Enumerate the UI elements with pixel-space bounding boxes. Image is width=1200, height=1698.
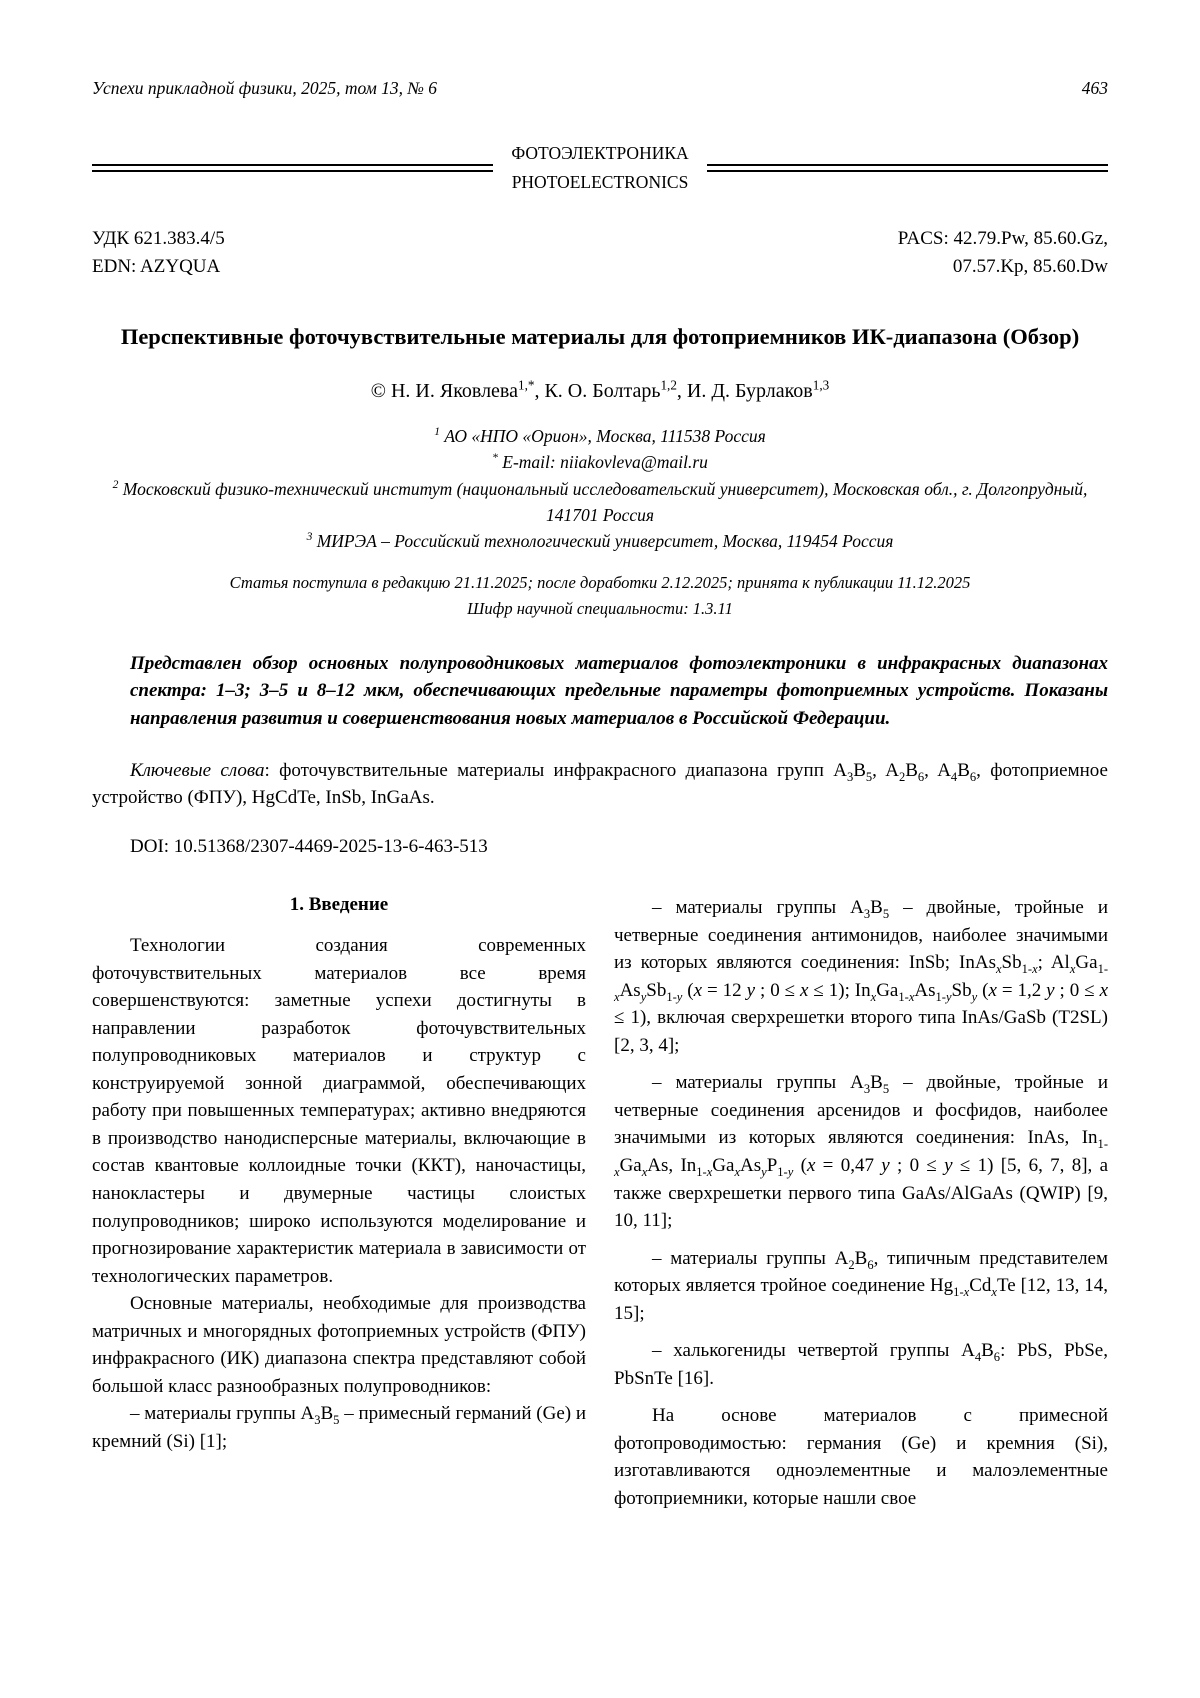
- section-banner-text: [511, 139, 688, 197]
- paragraph: Основные материалы, необходимые для производства матричных и многорядных фотоприемных устройств (ФПУ) инфракрасного (ИК) диапазона спектра представляют собой большой класс разнообразных полупроводников:: [92, 1293, 586, 1397]
- list-item-paragraph: – материалы группы $A_2B_6$, типичным представителем которых является тройное соединение $Hg_{1-x}Cd_xTe$ [12, 13, 14, 15];: [614, 1247, 1109, 1324]
- edn-code: EDN: AZYQUA: [92, 256, 221, 278]
- meta-right: [898, 225, 1108, 282]
- list-item-paragraph: – материалы группы $A_3B_5$ – двойные, тройные и четверные соединения антимонидов, наиболее значимыми из которых являются соединения: InSb; $InAs_xSb_{1-x}$; $Al_xGa_{1-x}As_ySb_{1-y}$ (x = 12 y ; 0 ≤ x ≤ 1); $In_xGa_{1-x}As_{1-y}Sb_y$ (x = 1,2 y ; 0 ≤ x ≤ 1), включая сверхрешетки второго типа InAs/GaSb (T2SL) [2, 3, 4];: [614, 897, 1109, 1056]
- keywords-paragraph: Ключевые слова: фоточувствительные материалы инфракрасного диапазона групп $A_3B_5$, $A_2B_6$, $A_4B_6$, фотоприемное устройство (ФПУ), HgCdTe, InSb, InGaAs.: [92, 760, 1108, 809]
- affiliation-1: $^1$ АО «НПО «Орион», Москва, 111538 Россия: [434, 426, 766, 447]
- journal-reference: Успехи прикладной физики, 2025, том 13, № 6: [92, 78, 438, 98]
- section-title-ru: ФОТОЭЛЕКТРОНИКА: [511, 143, 689, 163]
- section-title-en: PHOTOELECTRONICS: [511, 171, 689, 192]
- affiliation-2: $^2$ Московский физико-технический институт (национальный исследовательский университет), Московская обл., г. Долгопрудный, 141701 Россия: [112, 478, 1088, 525]
- authors-line: © Н. И. Яковлева$^{1,*}$, К. О. Болтарь$^{1,2}$, И. Д. Бурлаков$^{1,3}$: [370, 377, 830, 403]
- abstract-paragraph: Представлен обзор основных полупроводниковых материалов фотоэлектроники в инфракрасных диапазонах спектра: 1–3; 3–5 и 8–12 мкм, обеспечивающих предельные параметры фотоприемных устройств. Показаны направления развития и совершенствования новых материалов в Российской Федерации.: [130, 652, 1108, 729]
- doi-line: DOI: 10.51368/2307-4469-2025-13-6-463-513: [130, 836, 488, 858]
- pacs-code-line1: PACS: 42.79.Pw, 85.60.Gz,: [897, 227, 1108, 249]
- list-item-paragraph: – халькогениды четвертой группы $A_4B_6$: PbS, PbSe, PbSnTe [16].: [614, 1340, 1108, 1389]
- affiliation-3: $^3$ МИРЭА – Российский технологический университет, Москва, 119454 Россия: [306, 531, 894, 552]
- right-column: [614, 894, 1108, 1522]
- list-item-paragraph: – материалы группы $A_3B_5$ – двойные, тройные и четверные соединения арсенидов и фосфидов, наиболее значимыми из которых являются соединения: InAs, $In_{1-x}Ga_xAs$, $In_{1-x}Ga_xAs_yP_{1-y}$ (x = 0,47 y ; 0 ≤ y ≤ 1) [5, 6, 7, 8], а также сверхрешетки первого типа GaAs/AlGaAs (QWIP) [9, 10, 11];: [614, 1072, 1109, 1232]
- article-title: Перспективные фоточувствительные материалы для фотоприемников ИК-диапазона (Обзор): [120, 323, 1080, 349]
- article-history: [92, 570, 1108, 621]
- paragraph: На основе материалов с примесной фотопроводимостью: германия (Ge) и кремния (Si), изготавливаются одноэлементные и малоэлементные фотоприемники, которые нашли свое: [614, 1405, 1108, 1510]
- section-heading-introduction: 1. Введение: [289, 894, 389, 916]
- section-banner: [92, 139, 1108, 197]
- left-column: [92, 894, 586, 1522]
- page-number: 463: [1081, 78, 1108, 98]
- history-dates: Статья поступила в редакцию 21.11.2025; после доработки 2.12.2025; принята к публикации 11.12.2025: [229, 573, 971, 593]
- running-header: [92, 78, 1108, 99]
- meta-left: [92, 225, 225, 282]
- speciality-code: Шифр научной специальности: 1.3.11: [467, 598, 733, 618]
- udc-code: УДК 621.383.4/5: [92, 227, 225, 249]
- two-column-body: [92, 894, 1108, 1522]
- affiliation-email: * E-mail: niiakovleva@mail.ru: [492, 452, 708, 473]
- list-item-paragraph: – материалы группы $A_3B_5$ – примесный германий (Ge) и кремний (Si) [1];: [92, 1403, 587, 1452]
- double-rule-left: [92, 164, 493, 172]
- affiliations-block: [92, 423, 1108, 554]
- paragraph: Технологии создания современных фоточувствительных материалов все время совершенствуются: заметные успехи достигнуты в направлении разработок фоточувствительных полупроводниковых материалов и структур с конструируемой зонной диаграммой, обеспечивающих работу при повышенных температурах; активно внедряются в производство нанодисперсные материалы, включающие в состав квантовые коллоидные точки (ККТ), наночастицы, нанокластеры и двумерные частицы слоистых полупроводников; широко используются моделирование и прогнозирование характеристик материала в зависимости от технологических параметров.: [92, 935, 586, 1287]
- pacs-code-line2: 07.57.Kp, 85.60.Dw: [952, 256, 1108, 278]
- article-meta: [92, 225, 1108, 282]
- double-rule-right: [707, 164, 1108, 172]
